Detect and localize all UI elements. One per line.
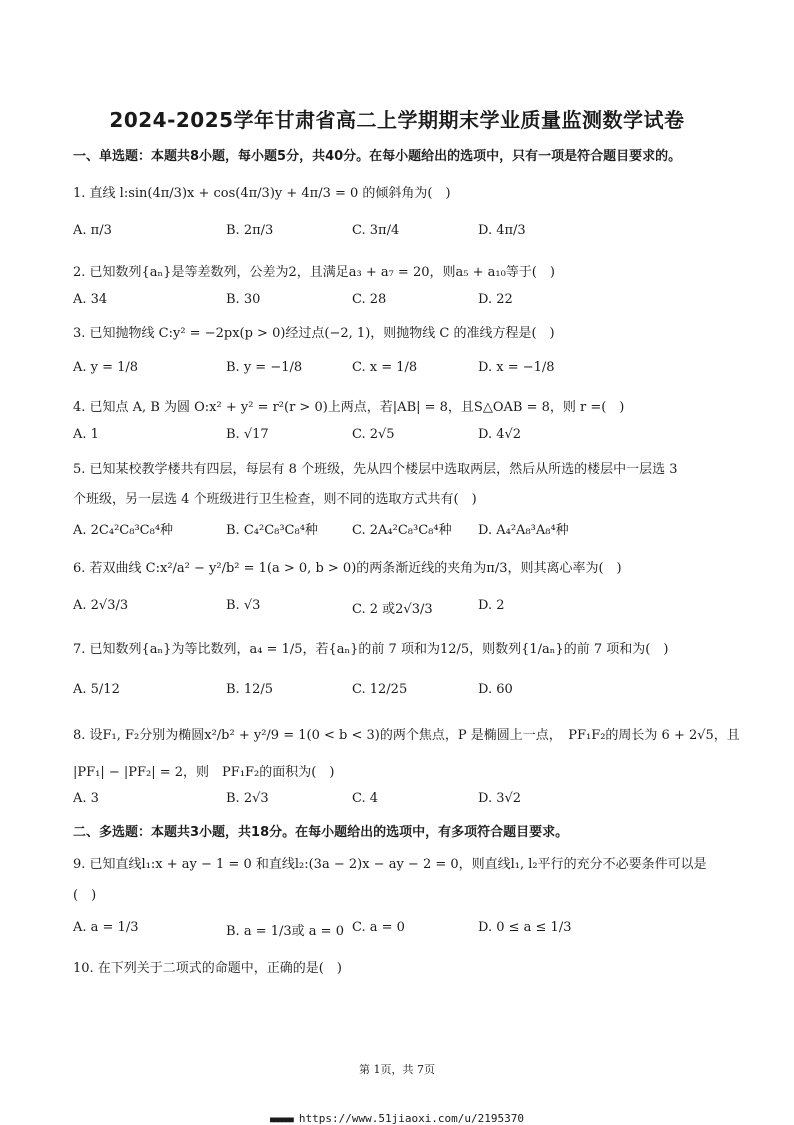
option-d: D. A₄²A₈³A₈⁴种 — [478, 523, 569, 538]
option-d: D. 2 — [478, 598, 505, 613]
question-9-stem-line-2: ( ) — [73, 888, 97, 903]
question-7-stem: 7. 已知数列{aₙ}为等比数列，a₄ = 1/5，若{aₙ}的前 7 项和为12/5，则数列{1/aₙ}的前 7 项和为( ) — [73, 642, 669, 657]
option-d: D. 22 — [478, 292, 513, 307]
watermark — [0, 1112, 794, 1125]
option-c: C. x = 1/8 — [352, 360, 418, 375]
question-4-options — [73, 427, 723, 449]
page-number: 第 1页，共 7页 — [359, 1063, 435, 1076]
option-b: B. 2π/3 — [226, 223, 274, 238]
option-a: A. 5/12 — [73, 682, 120, 697]
section-heading-single-choice: 一、单选题：本题共8小题，每小题5分，共40分。在每小题给出的选项中，只有一项是符合题目要求的。 — [73, 149, 682, 164]
option-c: C. 28 — [352, 292, 387, 307]
option-a: A. 1 — [73, 427, 99, 442]
option-a: A. 3 — [73, 791, 99, 806]
option-c: C. 4 — [352, 791, 379, 806]
question-5-stem-line-2: 个班级，另一层选 4 个班级进行卫生检查，则不同的选取方式共有( ) — [73, 492, 477, 507]
option-a: A. 34 — [73, 292, 108, 307]
option-c: C. 2 或2√3/3 — [352, 602, 433, 617]
question-9-options — [73, 920, 723, 942]
option-b: B. √17 — [226, 427, 269, 442]
question-8-options — [73, 791, 723, 813]
option-a: A. π/3 — [73, 223, 112, 238]
option-b: B. 30 — [226, 292, 261, 307]
question-6-stem: 6. 若双曲线 C:x²/a² − y²/b² = 1(a > 0, b > 0)的两条渐近线的夹角为π/3，则其离心率为( ) — [73, 561, 622, 576]
option-d: D. 4π/3 — [478, 223, 526, 238]
question-7-options — [73, 682, 723, 704]
question-9-stem-line-1: 9. 已知直线l₁:x + ay − 1 = 0 和直线l₂:(3a − 2)x − ay − 2 = 0，则直线l₁, l₂平行的充分不必要条件可以是 — [73, 857, 707, 872]
option-b: B. 12/5 — [226, 682, 274, 697]
option-d: D. x = −1/8 — [478, 360, 555, 375]
question-2-stem: 2. 已知数列{aₙ}是等差数列，公差为2，且满足a₃ + a₇ = 20，则a₅ + a₁₀等于( ) — [73, 265, 555, 280]
page-title: 2024-2025学年甘肃省高二上学期期末学业质量监测数学试卷 — [109, 108, 685, 132]
question-1-options — [73, 223, 723, 245]
question-1-stem: 1. 直线 l:sin(4π/3)x + cos(4π/3)y + 4π/3 = 0 的倾斜角为( ) — [73, 186, 451, 201]
option-c: C. 2√5 — [352, 427, 395, 442]
question-2-options — [73, 292, 723, 314]
watermark-url[interactable]: https://www.51jiaoxi.com/u/2195370 — [298, 1112, 525, 1125]
option-b: B. C₄²C₈³C₈⁴种 — [226, 523, 318, 538]
question-6-options — [73, 598, 723, 620]
option-c: C. 2A₄²C₈³C₈⁴种 — [352, 523, 452, 538]
option-b: B. a = 1/3或 a = 0 — [226, 924, 344, 939]
option-a: A. a = 1/3 — [73, 920, 139, 935]
option-d: D. 0 ≤ a ≤ 1/3 — [478, 920, 572, 935]
question-5-stem-line-1: 5. 已知某校教学楼共有四层，每层有 8 个班级，先从四个楼层中选取两层，然后从所选的楼层中一层选 3 — [73, 462, 678, 477]
option-d: D. 4√2 — [478, 427, 522, 442]
option-c: C. a = 0 — [352, 920, 405, 935]
question-8-stem-line-1: 8. 设F₁, F₂分别为椭圆x²/b² + y²/9 = 1(0 < b < 3)的两个焦点，P 是椭圆上一点， PF₁F₂的周长为 6 + 2√5，且 — [73, 728, 740, 743]
question-10-stem: 10. 在下列关于二项式的命题中，正确的是( ) — [73, 961, 342, 976]
question-4-stem: 4. 已知点 A, B 为圆 O:x² + y² = r²(r > 0)上两点，若|AB| = 8，且S△OAB = 8，则 r =( ) — [73, 400, 625, 415]
option-a: A. 2√3/3 — [73, 598, 129, 613]
option-b: B. 2√3 — [226, 791, 269, 806]
option-b: B. y = −1/8 — [226, 360, 303, 375]
question-5-options — [73, 519, 723, 541]
option-d: D. 3√2 — [478, 791, 522, 806]
option-a: A. y = 1/8 — [73, 360, 139, 375]
option-b: B. √3 — [226, 598, 261, 613]
question-8-stem-line-2: |PF₁| − |PF₂| = 2，则 PF₁F₂的面积为( ) — [73, 765, 335, 780]
option-a: A. 2C₄²C₈³C₈⁴种 — [73, 523, 174, 538]
question-3-options — [73, 360, 723, 382]
section-heading-multi-choice: 二、多选题：本题共3小题，共18分。在每小题给出的选项中，有多项符合题目要求。 — [73, 825, 569, 840]
option-c: C. 12/25 — [352, 682, 408, 697]
watermark-logo-icon: ■■■■■■ — [269, 1115, 293, 1124]
question-3-stem: 3. 已知抛物线 C:y² = −2px(p > 0)经过点(−2, 1)，则抛物线 C 的准线方程是( ) — [73, 326, 555, 341]
option-d: D. 60 — [478, 682, 513, 697]
option-c: C. 3π/4 — [352, 223, 400, 238]
